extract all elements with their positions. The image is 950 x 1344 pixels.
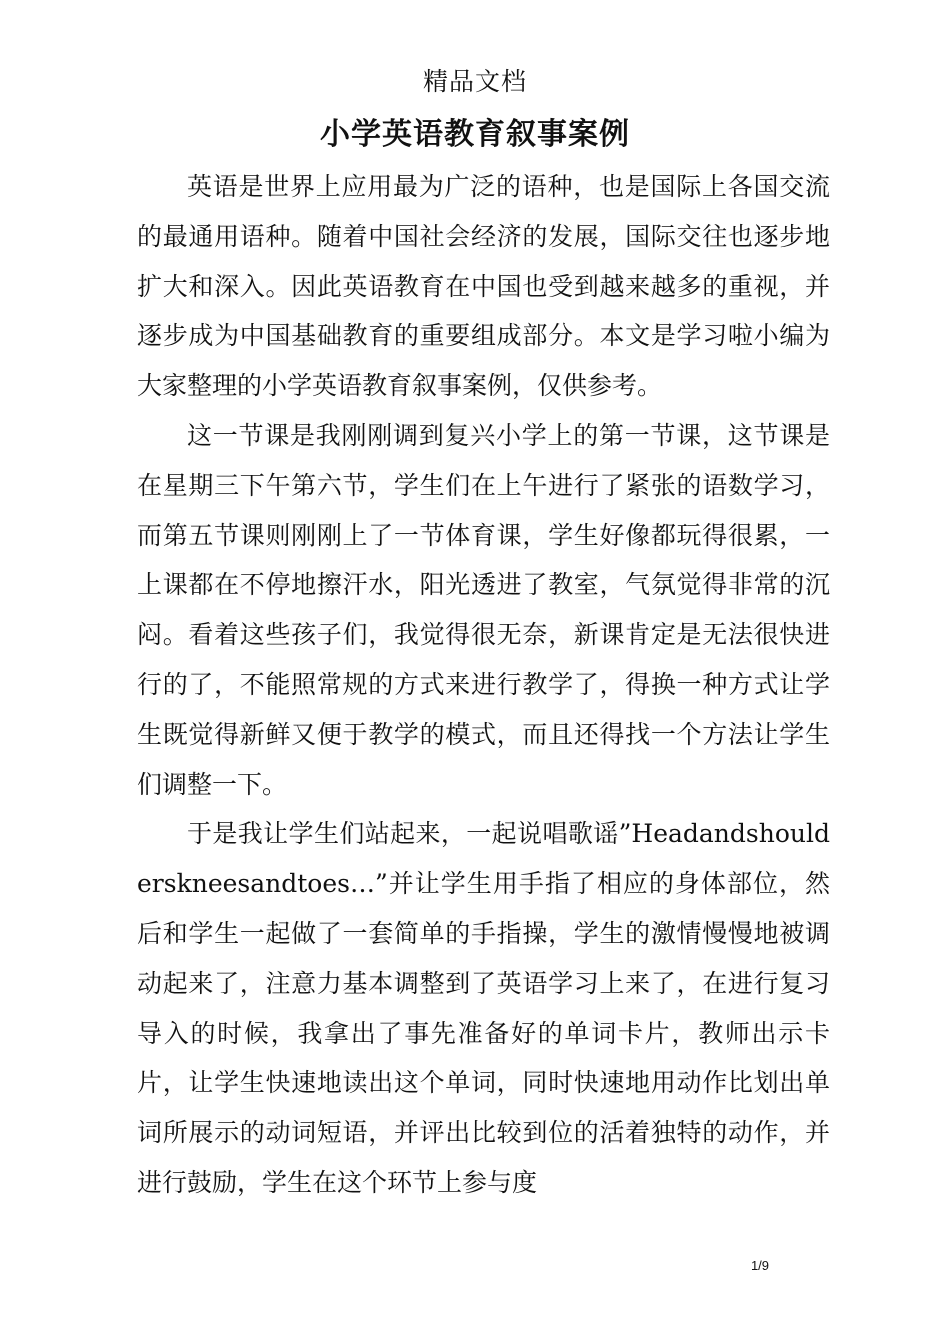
document-title: 小学英语教育叙事案例 <box>320 117 630 152</box>
paragraph: 英语是世界上应用最为广泛的语种，也是国际上各国交流的最通用语种。随着中国社会经济的发展，国际交往也逐步地扩大和深入。因此英语教育在中国也受到越来越多的重视，并逐步成为中国基础教育的重要组成部分。本文是学习啦小编为大家整理的小学英语教育叙事案例，仅供参考。 <box>137 172 830 401</box>
paragraph: 于是我让学生们站起来，一起说唱歌谣”Headandshoulderskneesandtoes…”并让学生用手指了相应的身体部位，然后和学生一起做了一套简单的手指操，学生的激情慢慢地被调动起来了，注意力基本调整到了英语学习上来了，在进行复习导入的时候，我拿出了事先准备好的单词卡片，教师出示卡片，让学生快速地读出这个单词，同时快速地用动作比划出单词所展示的动词短语，并评出比较到位的活着独特的动作，并进行鼓励，学生在这个环节上参与度 <box>137 819 830 1197</box>
header-label: 精品文档 <box>422 67 527 96</box>
paragraph: 这一节课是我刚刚调到复兴小学上的第一节课，这节课是在星期三下午第六节，学生们在上午进行了紧张的语数学习，而第五节课则刚刚上了一节体育课，学生好像都玩得很累，一上课都在不停地擦汗水，阳光透进了教室，气氛觉得非常的沉闷。看着这些孩子们，我觉得很无奈，新课肯定是无法很快进行的了，不能照常规的方式来进行教学了，得换一种方式让学生既觉得新鲜又便于教学的模式，而且还得找一个方法让学生们调整一下。 <box>137 420 830 799</box>
page-number: 1/9 <box>750 1258 770 1273</box>
document-body <box>137 162 830 1208</box>
